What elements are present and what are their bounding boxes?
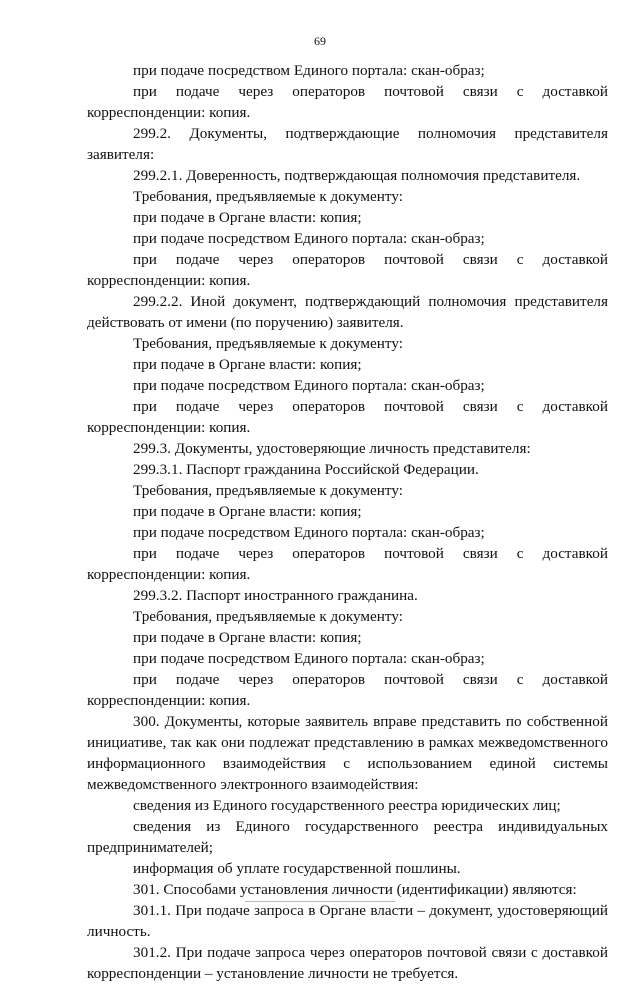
paragraph: при подаче посредством Единого портала: скан-образ; (133, 650, 485, 667)
page-number: 69 (314, 34, 326, 48)
paragraph: сведения из Единого государственного реестра юридических лиц; (133, 797, 561, 814)
paragraph: 299.2.1. Доверенность, подтверждающая полномочия представителя. (133, 167, 581, 184)
paragraph: Требования, предъявляемые к документу: (133, 335, 403, 352)
paragraph: 299.2.2. Иной документ, подтверждающий полномочия представителя действовать от имени (по поручению) заявителя. (87, 293, 608, 331)
paragraph: при подаче посредством Единого портала: скан-образ; (133, 62, 485, 79)
paragraph: при подаче через операторов почтовой связи с доставкой корреспонденции: копия. (87, 545, 608, 583)
paragraph: 300. Документы, которые заявитель вправе представить по собственной инициативе, так как они подлежат представлению в рамках межведомственного информационного взаимодействия с использованием единой системы межведомственного электронного взаимодействия: (87, 713, 608, 793)
scan-edge-mark (245, 901, 395, 906)
paragraph: 301.2. При подаче запроса через операторов почтовой связи с доставкой корреспонденции – установление личности не требуется. (87, 944, 608, 982)
paragraph: 299.2. Документы, подтверждающие полномочия представителя заявителя: (87, 125, 608, 163)
paragraph: 299.3.1. Паспорт гражданина Российской Федерации. (133, 461, 479, 478)
paragraph: при подаче в Органе власти: копия; (133, 629, 362, 646)
paragraph: при подаче в Органе власти: копия; (133, 503, 362, 520)
paragraph: сведения из Единого государственного реестра индивидуальных предпринимателей; (87, 818, 608, 856)
paragraph: Требования, предъявляемые к документу: (133, 608, 403, 625)
paragraph: Требования, предъявляемые к документу: (133, 482, 403, 499)
paragraph: Требования, предъявляемые к документу: (133, 188, 403, 205)
paragraph: 301.1. При подаче запроса в Органе власти – документ, удостоверяющий личность. (87, 902, 608, 940)
paragraph: при подаче посредством Единого портала: скан-образ; (133, 230, 485, 247)
paragraph: при подаче посредством Единого портала: скан-образ; (133, 524, 485, 541)
paragraph: 299.3.2. Паспорт иностранного гражданина. (133, 587, 418, 604)
paragraph: 301. Способами установления личности (идентификации) являются: (133, 881, 577, 898)
paragraph: при подаче через операторов почтовой связи с доставкой корреспонденции: копия. (87, 251, 608, 289)
paragraph: при подаче через операторов почтовой связи с доставкой корреспонденции: копия. (87, 83, 608, 121)
paragraph: при подаче в Органе власти: копия; (133, 356, 362, 373)
paragraph: при подаче через операторов почтовой связи с доставкой корреспонденции: копия. (87, 671, 608, 709)
paragraph: при подаче посредством Единого портала: скан-образ; (133, 377, 485, 394)
paragraph: 299.3. Документы, удостоверяющие личность представителя: (133, 440, 531, 457)
paragraph: при подаче через операторов почтовой связи с доставкой корреспонденции: копия. (87, 398, 608, 436)
paragraph: информация об уплате государственной пошлины. (133, 860, 461, 877)
paragraph: при подаче в Органе власти: копия; (133, 209, 362, 226)
document-body (87, 60, 608, 984)
